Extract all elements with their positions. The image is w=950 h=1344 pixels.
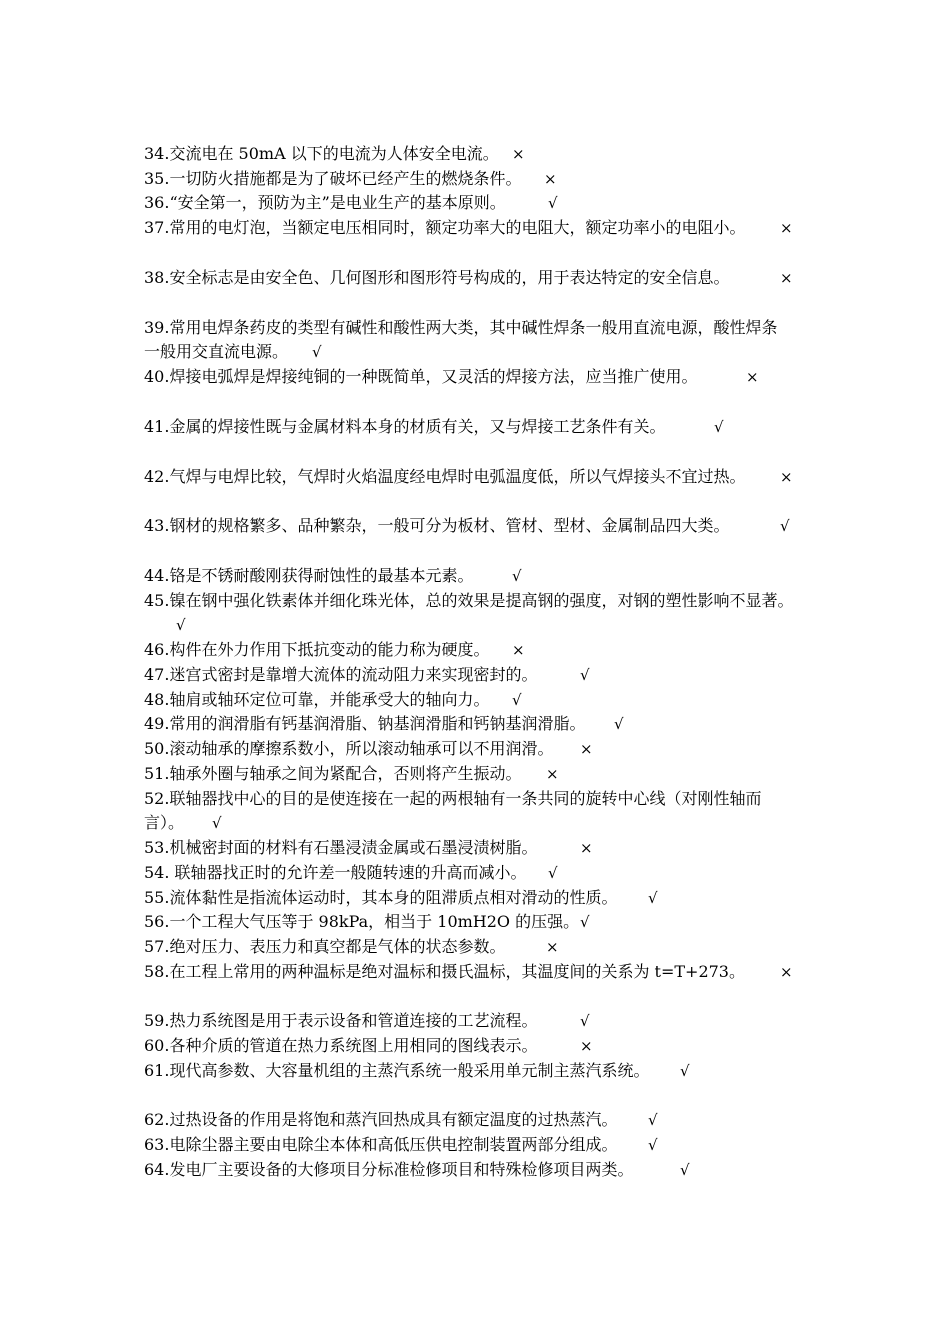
question-34-answer-mark: × (512, 145, 525, 163)
question-64-answer-mark: √ (680, 1161, 690, 1179)
question-39-answer-mark: √ (312, 343, 322, 361)
question-52 (144, 789, 762, 809)
question-60 (144, 1036, 593, 1056)
question-53-text: 53.机械密封面的材料有石墨浸渍金属或石墨浸渍树脂。 (144, 838, 538, 857)
question-51 (144, 764, 559, 784)
question-54-text: 54. 联轴器找正时的允许差一般随转速的升高而减小。 (144, 863, 527, 882)
question-55-answer-mark: √ (648, 889, 658, 907)
question-63 (144, 1135, 658, 1155)
question-61-text: 61.现代高参数、大容量机组的主蒸汽系统一般采用单元制主蒸汽系统。 (144, 1061, 650, 1080)
question-40-text: 40.焊接电弧焊是焊接纯铜的一种既简单，又灵活的焊接方法，应当推广使用。 (144, 367, 698, 386)
question-46-text: 46.构件在外力作用下抵抗变动的能力称为硬度。 (144, 640, 490, 659)
question-35-answer-mark: × (544, 170, 557, 188)
question-57-answer-mark: × (546, 938, 559, 956)
question-51-answer-mark: × (546, 765, 559, 783)
question-52-text: 52.联轴器找中心的目的是使连接在一起的两根轴有一条共同的旋转中心线（对刚性轴而 (144, 789, 762, 808)
question-55 (144, 888, 658, 908)
question-50-text: 50.滚动轴承的摩擦系数小，所以滚动轴承可以不用润滑。 (144, 739, 554, 758)
question-60-text: 60.各种介质的管道在热力系统图上用相同的图线表示。 (144, 1036, 538, 1055)
question-59-text: 59.热力系统图是用于表示设备和管道连接的工艺流程。 (144, 1011, 538, 1030)
question-41-text: 41.金属的焊接性既与金属材料本身的材质有关，又与焊接工艺条件有关。 (144, 417, 666, 436)
question-52-answer-mark: √ (212, 814, 222, 832)
question-57 (144, 937, 559, 957)
question-38-answer-mark: × (780, 269, 793, 287)
question-45-answer-mark: √ (176, 616, 186, 634)
question-54-answer-mark: √ (548, 864, 558, 882)
question-62-text: 62.过热设备的作用是将饱和蒸汽回热成具有额定温度的过热蒸汽。 (144, 1110, 618, 1129)
question-58-answer-mark: × (780, 963, 793, 981)
question-48 (144, 690, 522, 710)
question-61 (144, 1061, 690, 1081)
question-58 (144, 962, 793, 982)
question-56-text: 56.一个工程大气压等于 98kPa，相当于 10mH2O 的压强。 (144, 912, 580, 931)
question-64 (144, 1160, 690, 1180)
question-48-text: 48.轴肩或轴环定位可靠，并能承受大的轴向力。 (144, 690, 490, 709)
question-54 (144, 863, 558, 883)
question-64-text: 64.发电厂主要设备的大修项目分标准检修项目和特殊检修项目两类。 (144, 1160, 634, 1179)
question-40-answer-mark: × (746, 368, 759, 386)
question-45 (144, 591, 794, 611)
question-37-text: 37.常用的电灯泡，当额定电压相同时，额定功率大的电阻大，额定功率小的电阻小。 (144, 218, 746, 237)
question-34-text: 34.交流电在 50mA 以下的电流为人体安全电流。 (144, 144, 499, 163)
question-36-text: 36.“安全第一，预防为主”是电业生产的基本原则。 (144, 193, 506, 212)
question-51-text: 51.轴承外圈与轴承之间为紧配合，否则将产生振动。 (144, 764, 522, 783)
question-53 (144, 838, 593, 858)
question-34 (144, 144, 525, 164)
question-53-answer-mark: × (580, 839, 593, 857)
question-63-text: 63.电除尘器主要由电除尘本体和高低压供电控制装置两部分组成。 (144, 1135, 618, 1154)
question-49-text: 49.常用的润滑脂有钙基润滑脂、钠基润滑脂和钙钠基润滑脂。 (144, 714, 586, 733)
question-47-answer-mark: √ (580, 666, 590, 684)
question-62 (144, 1110, 658, 1130)
question-35-text: 35.一切防火措施都是为了破坏已经产生的燃烧条件。 (144, 169, 522, 188)
question-42 (144, 467, 793, 487)
question-61-answer-mark: √ (680, 1062, 690, 1080)
question-44 (144, 566, 522, 586)
question-49-answer-mark: √ (614, 715, 624, 733)
question-41 (144, 417, 724, 437)
question-46-answer-mark: × (512, 641, 525, 659)
question-45-text: 45.镍在钢中强化铁素体并细化珠光体，总的效果是提高钢的强度，对钢的塑性影响不显著。 (144, 591, 794, 610)
question-43-text: 43.钢材的规格繁多、品种繁杂，一般可分为板材、管材、型材、金属制品四大类。 (144, 516, 730, 535)
question-50 (144, 739, 593, 759)
question-36 (144, 193, 558, 213)
question-44-text: 44.铬是不锈耐酸刚获得耐蚀性的最基本元素。 (144, 566, 474, 585)
question-39 (144, 318, 778, 338)
question-46 (144, 640, 525, 660)
question-37 (144, 218, 793, 238)
question-38-text: 38.安全标志是由安全色、几何图形和图形符号构成的，用于表达特定的安全信息。 (144, 268, 730, 287)
question-59-answer-mark: √ (580, 1012, 590, 1030)
question-63-answer-mark: √ (648, 1136, 658, 1154)
question-56 (144, 912, 590, 932)
question-43 (144, 516, 790, 536)
question-50-answer-mark: × (580, 740, 593, 758)
question-48-answer-mark: √ (512, 691, 522, 709)
question-45-continued (144, 615, 186, 635)
question-40 (144, 367, 759, 387)
question-56-answer-mark: √ (580, 913, 590, 931)
question-35 (144, 169, 557, 189)
question-47-text: 47.迷宫式密封是靠增大流体的流动阻力来实现密封的。 (144, 665, 538, 684)
question-41-answer-mark: √ (714, 418, 724, 436)
question-43-answer-mark: √ (780, 517, 790, 535)
question-57-text: 57.绝对压力、表压力和真空都是气体的状态参数。 (144, 937, 506, 956)
question-36-answer-mark: √ (548, 194, 558, 212)
question-59 (144, 1011, 590, 1031)
question-38 (144, 268, 793, 288)
question-55-text: 55.流体黏性是指流体运动时，其本身的阻滞质点相对滑动的性质。 (144, 888, 618, 907)
question-52-text-line2: 言）。 (144, 813, 185, 832)
question-37-answer-mark: × (780, 219, 793, 237)
question-44-answer-mark: √ (512, 567, 522, 585)
question-52-continued (144, 813, 222, 833)
question-58-text: 58.在工程上常用的两种温标是绝对温标和摄氏温标，其温度间的关系为 t=T+273。 (144, 962, 745, 981)
question-39-text-line2: 一般用交直流电源。 (144, 342, 289, 361)
question-42-answer-mark: × (780, 468, 793, 486)
question-39-continued (144, 342, 322, 362)
question-49 (144, 714, 624, 734)
question-42-text: 42.气焊与电焊比较，气焊时火焰温度经电焊时电弧温度低，所以气焊接头不宜过热。 (144, 467, 746, 486)
question-62-answer-mark: √ (648, 1111, 658, 1129)
question-60-answer-mark: × (580, 1037, 593, 1055)
question-47 (144, 665, 590, 685)
question-39-text: 39.常用电焊条药皮的类型有碱性和酸性两大类，其中碱性焊条一般用直流电源，酸性焊条 (144, 318, 778, 337)
